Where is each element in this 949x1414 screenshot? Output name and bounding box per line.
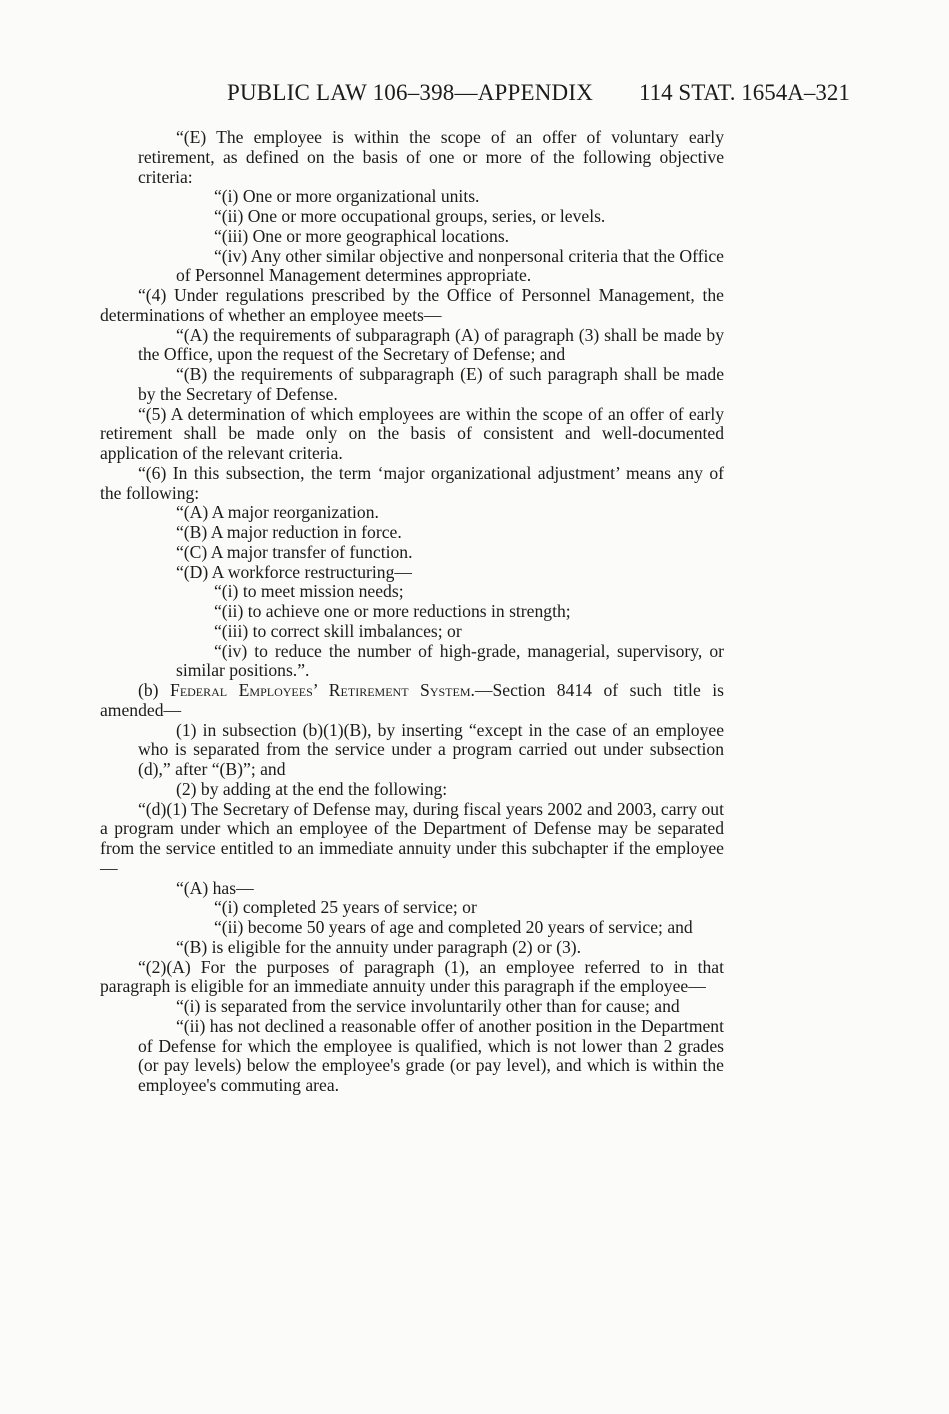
paragraph-prefix: (b) [138, 680, 171, 700]
header-title: PUBLIC LAW 106–398—APPENDIX [227, 80, 594, 105]
paragraph: “(6) In this subsection, the term ‘major organizational adjustment’ means any of the following: [100, 462, 724, 503]
paragraph: “(ii) to achieve one or more reductions in strength; [214, 601, 571, 621]
paragraph-text: .—Section 8414 of such title is amended— [100, 680, 725, 720]
running-header [0, 80, 949, 110]
body-text [100, 128, 724, 1096]
paragraph: “(B) is eligible for the annuity under paragraph (2) or (3). [176, 936, 581, 957]
paragraph: “(4) Under regulations prescribed by the Office of Personnel Management, the determinations of whether an employee meets— [100, 285, 724, 325]
paragraph: (2) by adding at the end the following: [176, 778, 448, 799]
paragraph: “(A) A major reorganization. [176, 502, 379, 523]
paragraph: “(ii) One or more occupational groups, series, or levels. [214, 206, 606, 226]
paragraph: “(D) A workforce restructuring— [176, 561, 412, 582]
paragraph: “(ii) become 50 years of age and completed 20 years of service; and [214, 917, 693, 937]
paragraph: “(d)(1) The Secretary of Defense may, during fiscal years 2002 and 2003, carry out a program under which an employee of the Department of Defense may be separated from the service entitled to an immediate annuity under this subchapter if the employee— [100, 798, 724, 878]
paragraph [100, 681, 724, 721]
paragraph: “(iii) One or more geographical locations. [214, 225, 510, 246]
paragraph: “(iv) Any other similar objective and nonpersonal criteria that the Office of Personnel Management determines appropriate. [176, 245, 724, 286]
paragraph: “(B) the requirements of subparagraph (E) of such paragraph shall be made by the Secretary of Defense. [138, 364, 724, 404]
paragraph: “(ii) has not declined a reasonable offer of another position in the Department of Defense for which the employee is qualified, which is not lower than 2 grades (or pay levels) below the employee's grade (or pay level), and which is within the employee's commuting area. [138, 1015, 724, 1095]
paragraph: (1) in subsection (b)(1)(B), by inserting “except in the case of an employee who is separated from the service under a program carried out under subsection (d),” after “(B)”; and [138, 719, 724, 779]
section-heading: Federal Employees’ Retirement System [170, 680, 471, 700]
paragraph: “(i) One or more organizational units. [214, 186, 480, 207]
statute-citation: 114 STAT. 1654A–321 [639, 80, 850, 105]
paragraph: “(C) A major transfer of function. [176, 541, 413, 562]
paragraph: “(A) has— [176, 877, 254, 898]
paragraph: “(2)(A) For the purposes of paragraph (1), an employee referred to in that paragraph is eligible for an immediate annuity under this paragraph if the employee— [100, 956, 724, 997]
paragraph: “(iv) to reduce the number of high-grade, managerial, supervisory, or similar positions.”. [176, 640, 724, 681]
paragraph: “(i) completed 25 years of service; or [214, 897, 477, 918]
paragraph: “(A) the requirements of subparagraph (A) of paragraph (3) shall be made by the Office, upon the request of the Secretary of Defense; and [138, 324, 724, 365]
paragraph: “(E) The employee is within the scope of an offer of voluntary early retirement, as defined on the basis of one or more of the following objective criteria: [138, 127, 724, 187]
paragraph: “(i) is separated from the service involuntarily other than for cause; and [176, 996, 680, 1016]
paragraph: “(i) to meet mission needs; [214, 581, 404, 602]
paragraph: “(5) A determination of which employees are within the scope of an offer of early retirement shall be made only on the basis of consistent and well-documented application of the relevant criteria. [100, 403, 724, 463]
paragraph: “(B) A major reduction in force. [176, 522, 402, 542]
paragraph: “(iii) to correct skill imbalances; or [214, 620, 462, 641]
